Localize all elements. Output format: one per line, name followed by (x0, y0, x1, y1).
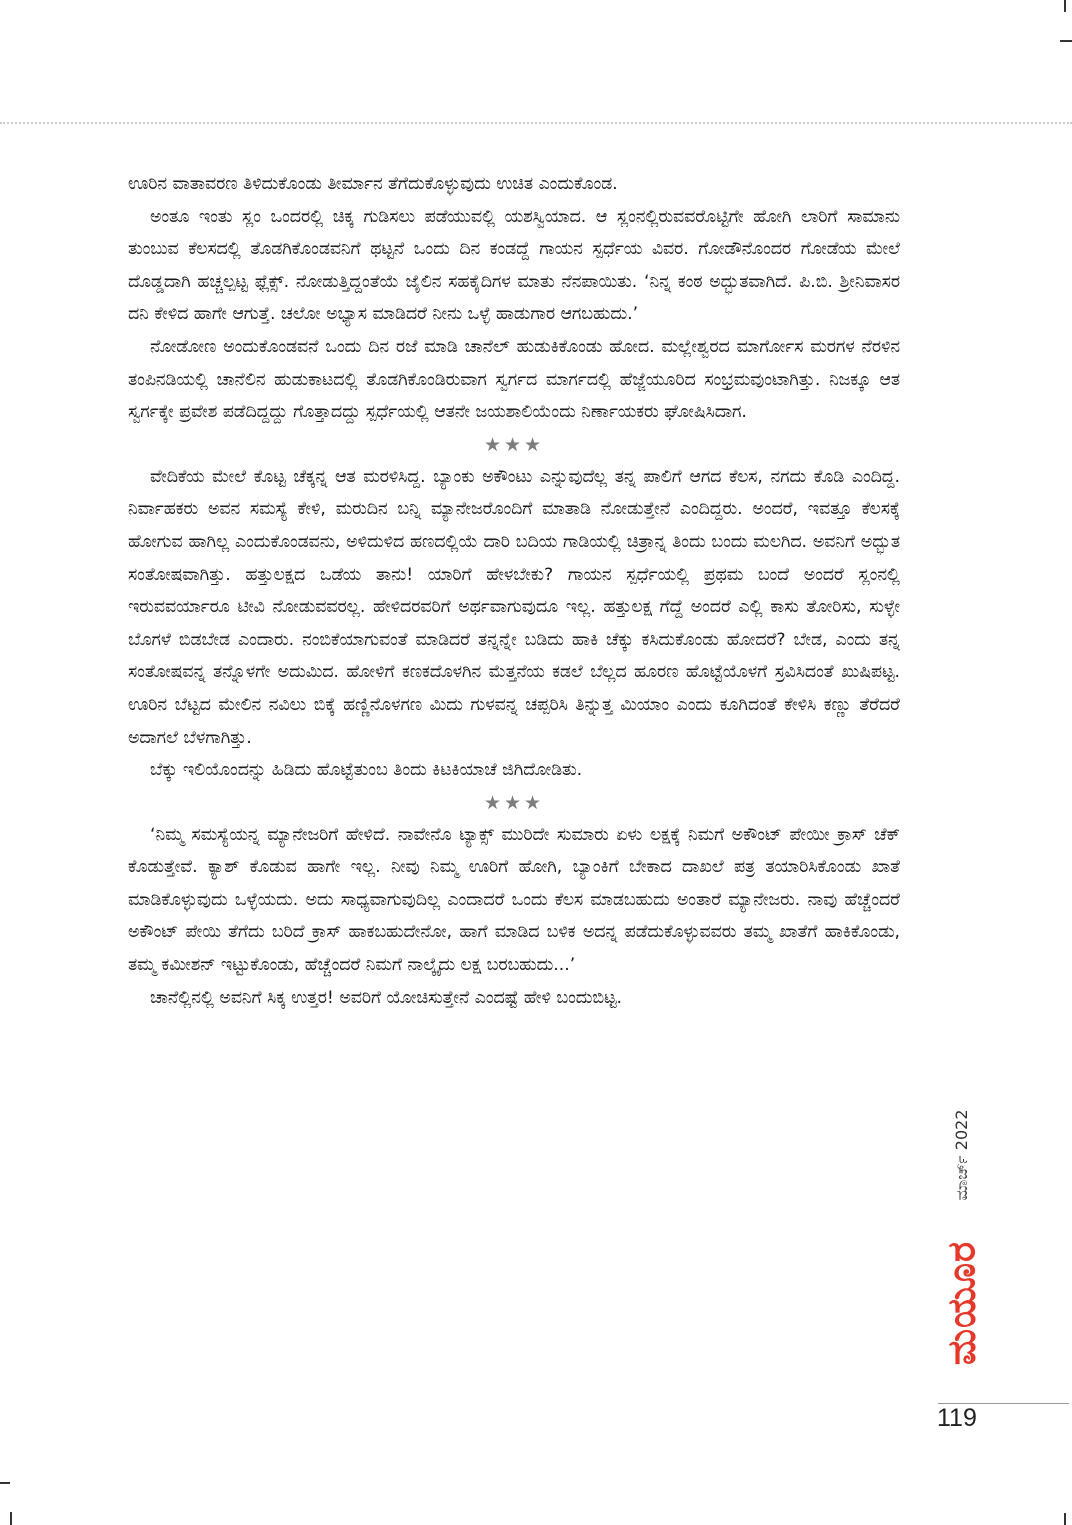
crop-mark-bottom-right (1064, 1513, 1066, 1525)
header-dotted-rule (0, 122, 1072, 124)
page-number: 119 (937, 1404, 977, 1432)
crop-mark-top-right (1060, 40, 1072, 42)
crop-mark-top (1064, 0, 1066, 12)
paragraph: ಊರಿನ ವಾತಾವರಣ ತಿಳಿದುಕೊಂಡು ತೀರ್ಮಾನ ತೆಗೆದುಕೊಳ್ಳುವುದು ಉಚಿತ ಎಂದುಕೊಂಡ. (128, 174, 618, 194)
section-break-stars: ★★★ (483, 433, 545, 456)
paragraph: ಬೆಕ್ಕು ಇಲಿಯೊಂದನ್ನು ಹಿಡಿದು ಹೊಟ್ಟೆತುಂಬ ತಿಂದು ಕಿಟಕಿಯಾಚೆ ಜಿಗಿದೋಡಿತು. (150, 760, 583, 781)
section-break-stars: ★★★ (483, 791, 545, 814)
crop-mark-bottom-left (0, 1482, 10, 1484)
issue-date: ಮಾರ್ಚ್ 2022 (952, 1109, 971, 1201)
paragraph: ಅಂತೂ ಇಂತು ಸ್ಲಂ ಒಂದರಲ್ಲಿ ಚಿಕ್ಕ ಗುಡಿಸಲು ಪಡೆಯುವಲ್ಲಿ ಯಶಸ್ವಿಯಾದ. ಆ ಸ್ಲಂನಲ್ಲಿರುವವರೊಟ್ಟಿಗೇ ಹೋಗಿ ಲಾರಿಗೆ ಸಾಮಾನು ತುಂಬುವ ಕೆಲಸದಲ್ಲಿ ತೊಡಗಿಕೊಂಡವನಿಗೆ ಥಟ್ಟನೆ ಒಂದು ದಿನ ಕಂಡದ್ದೆ ಗಾಯನ ಸ್ಪರ್ಧೆಯ ವಿವರ. ಗೋಡೌನೊಂದರ ಗೋಡೆಯ ಮೇಲೆ ದೊಡ್ಡದಾಗಿ ಹಚ್ಚಲ್ಪಟ್ಟ ಫ್ಲೆಕ್ಸ್. ನೋಡುತ್ತಿದ್ದಂತೆಯೆ ಜೈಲಿನ ಸಹಕೈದಿಗಳ ಮಾತು ನೆನಪಾಯಿತು. ‘ನಿನ್ನ ಕಂಠ ಅದ್ಭುತವಾಗಿದೆ. ಪಿ.ಬಿ. ಶ್ರೀನಿವಾಸರ ದನಿ ಕೇಳಿದ ಹಾಗೇ ಆಗುತ್ತೆ. ಚಲೋ ಅಭ್ಯಾಸ ಮಾಡಿದರೆ ನೀನು ಒಳ್ಳೆ ಹಾಡುಗಾರ ಆಗಬಹುದು.’ (128, 206, 900, 325)
magazine-sidebar (934, 1095, 990, 1385)
crop-mark-bottom (10, 1512, 12, 1525)
paragraph: ನೋಡೋಣ ಅಂದುಕೊಂಡವನೆ ಒಂದು ದಿನ ರಜೆ ಮಾಡಿ ಚಾನೆಲ್ ಹುಡುಕಿಕೊಂಡು ಹೋದ. ಮಲ್ಲೇಶ್ವರದ ಮಾರ್ಗೋಸ ಮರಗಳ ನೆರಳಿನ ತಂಪಿನಡಿಯಲ್ಲಿ ಚಾನೆಲಿನ ಹುಡುಕಾಟದಲ್ಲಿ ತೊಡಗಿಕೊಂಡಿರುವಾಗ ಸ್ವರ್ಗದ ಮಾರ್ಗದಲ್ಲಿ ಹೆಜ್ಜೆಯೂರಿದ ಸಂಭ್ರಮವುಂಟಾಗಿತ್ತು. ನಿಜಕ್ಕೂ ಆತ ಸ್ವರ್ಗಕ್ಕೇ ಪ್ರವೇಶ ಪಡೆದಿದ್ದದ್ದು ಗೊತ್ತಾದದ್ದು ಸ್ಪರ್ಧೆಯಲ್ಲಿ ಆತನೇ ಜಯಶಾಲಿಯೆಂದು ನಿರ್ಣಾಯಕರು ಘೋಷಿಸಿದಾಗ. (128, 336, 900, 423)
article-body (128, 168, 900, 1014)
paragraph: ‘ನಿಮ್ಮ ಸಮಸ್ಯೆಯನ್ನ ಮ್ಯಾನೇಜರಿಗೆ ಹೇಳಿದೆ. ನಾವೇನೊ ಟ್ಯಾಕ್ಸ್ ಮುರಿದೇ ಸುಮಾರು ಏಳು ಲಕ್ಷಕ್ಕೆ ನಿಮಗೆ ಅಕೌಂಟ್ ಪೇಯೀ ಕ್ರಾಸ್ ಚೆಕ್ ಕೊಡುತ್ತೇವೆ. ಕ್ಯಾಶ್ ಕೊಡುವ ಹಾಗೇ ಇಲ್ಲ. ನೀವು ನಿಮ್ಮ ಊರಿಗೆ ಹೋಗಿ, ಬ್ಯಾಂಕಿಗೆ ಬೇಕಾದ ದಾಖಲೆ ಪತ್ರ ತಯಾರಿಸಿಕೊಂಡು ಖಾತೆ ಮಾಡಿಕೊಳ್ಳುವುದು ಒಳ್ಳೆಯದು. ಅದು ಸಾಧ್ಯವಾಗುವುದಿಲ್ಲ ಎಂದಾದರೆ ಒಂದು ಕೆಲಸ ಮಾಡಬಹುದು ಅಂತಾರೆ ಮ್ಯಾನೇಜರು. ನಾವು ಹೆಚ್ಚೆಂದರೆ ಅಕೌಂಟ್ ಪೇಯಿ ತೆಗೆದು ಬರಿದೆ ಕ್ರಾಸ್ ಹಾಕಬಹುದೇನೋ, ಹಾಗೆ ಮಾಡಿದ ಬಳಿಕ ಅದನ್ನ ಪಡೆದುಕೊಳ್ಳುವವರು ತಮ್ಮ ಖಾತೆಗೆ ಹಾಕಿಕೊಂಡು, ತಮ್ಮ ಕಮೀಶನ್ ಇಟ್ಟುಕೊಂಡು, ಹೆಚ್ಚೆಂದರೆ ನಿಮಗೆ ನಾಲ್ಕೈದು ಲಕ್ಷ ಬರಬಹುದು...’ (128, 824, 900, 976)
magazine-logo: ಮಯೂರ (939, 1240, 984, 1366)
paragraph: ವೇದಿಕೆಯ ಮೇಲೆ ಕೊಟ್ಟ ಚೆಕ್ಕನ್ನ ಆತ ಮರಳಿಸಿದ್ದ. ಬ್ಯಾಂಕು ಅಕೌಂಟು ಎನ್ನುವುದೆಲ್ಲ ತನ್ನ ಪಾಲಿಗೆ ಆಗದ ಕೆಲಸ, ನಗದು ಕೊಡಿ ಎಂದಿದ್ದ. ನಿರ್ವಾಹಕರು ಅವನ ಸಮಸ್ಯೆ ಕೇಳಿ, ಮರುದಿನ ಬನ್ನಿ ಮ್ಯಾನೇಜರೊಂದಿಗೆ ಮಾತಾಡಿ ನೋಡುತ್ತೇನೆ ಎಂದಿದ್ದರು. ಅಂದರೆ, ಇವತ್ತೂ ಕೆಲಸಕ್ಕೆ ಹೋಗುವ ಹಾಗಿಲ್ಲ ಎಂದುಕೊಂಡವನು, ಅಳಿದುಳಿದ ಹಣದಲ್ಲಿಯೆ ದಾರಿ ಬದಿಯ ಗಾಡಿಯಲ್ಲಿ ಚಿತ್ರಾನ್ನ ತಿಂದು ಬಂದು ಮಲಗಿದ. ಅವನಿಗೆ ಅದ್ಭುತ ಸಂತೋಷವಾಗಿತ್ತು. ಹತ್ತುಲಕ್ಷದ ಒಡೆಯ ತಾನು! ಯಾರಿಗೆ ಹೇಳಬೇಕು? ಗಾಯನ ಸ್ಪರ್ಧೆಯಲ್ಲಿ ಪ್ರಥಮ ಬಂದೆ ಅಂದರೆ ಸ್ಲಂನಲ್ಲಿ ಇರುವವರ್ಯಾರೂ ಟೀವಿ ನೋಡುವವರಲ್ಲ. ಹೇಳಿದರವರಿಗೆ ಅರ್ಥವಾಗುವುದೂ ಇಲ್ಲ. ಹತ್ತುಲಕ್ಷ ಗೆದ್ದೆ ಅಂದರೆ ಎಲ್ಲಿ ಕಾಸು ತೋರಿಸು, ಸುಳ್ಳೇ ಬೊಗಳೆ ಬಿಡಬೇಡ ಎಂದಾರು. ನಂಬಿಕೆಯಾಗುವಂತೆ ಮಾಡಿದರೆ ತನ್ನನ್ನೇ ಬಡಿದು ಹಾಕಿ ಚೆಕ್ಕು ಕಸಿದುಕೊಂಡು ಹೋದರೆ? ಬೇಡ, ಎಂದು ತನ್ನ ಸಂತೋಷವನ್ನ ತನ್ನೊಳಗೇ ಅದುಮಿದ. ಹೋಳಿಗೆ ಕಣಕದೊಳಗಿನ ಮೆತ್ತನೆಯ ಕಡಲೆ ಬೆಲ್ಲದ ಹೂರಣ ಹೊಟ್ಟೆಯೊಳಗೆ ಸ್ರವಿಸಿದಂತೆ ಖುಷಿಪಟ್ಟ. ಊರಿನ ಬೆಟ್ಟದ ಮೇಲಿನ ನವಿಲು ಬಿಕ್ಕೆ ಹಣ್ಣಿನೊಳಗಣ ಮಿದು ಗುಳವನ್ನ ಚಪ್ಪರಿಸಿ ತಿನ್ನುತ್ತ ಮಿಯಾಂ ಎಂದು ಕೂಗಿದಂತೆ ಕೇಳಿಸಿ ಕಣ್ಣು ತೆರೆದರೆ ಅದಾಗಲೆ ಬೆಳಗಾಗಿತ್ತು. (128, 466, 900, 748)
paragraph: ಚಾನೆಲ್ಲಿನಲ್ಲಿ ಅವನಿಗೆ ಸಿಕ್ಕ ಉತ್ತರ! ಅವರಿಗೆ ಯೋಚಿಸುತ್ತೇನೆ ಎಂದಷ್ಟೆ ಹೇಳಿ ಬಂದುಬಿಟ್ಟ. (150, 987, 623, 1008)
